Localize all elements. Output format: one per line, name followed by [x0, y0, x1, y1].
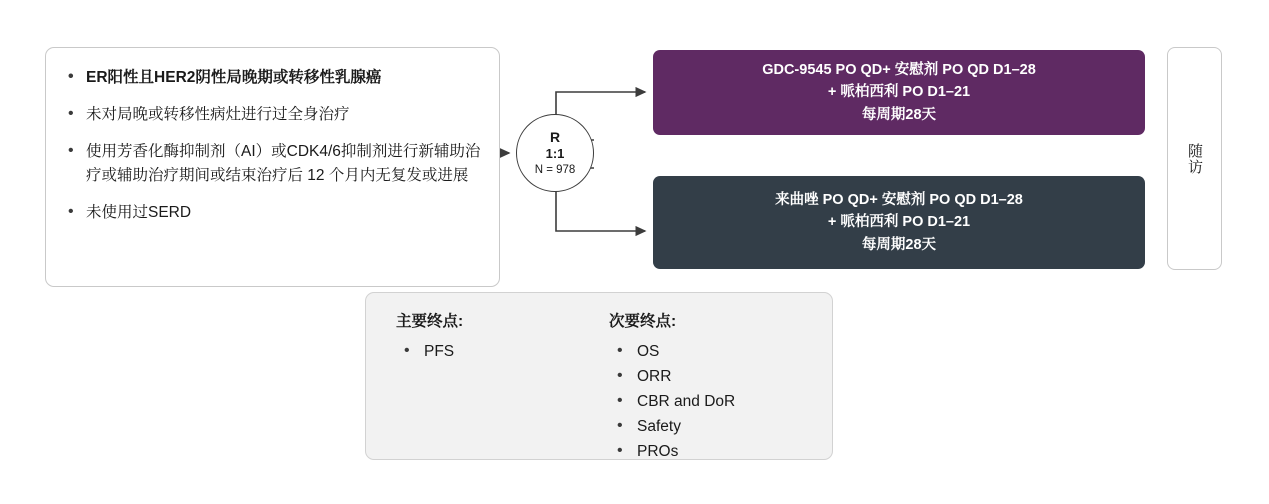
randomization-node	[516, 114, 594, 192]
list-item: • CBR and DoR	[609, 389, 822, 414]
arm-line-2: + 哌柏西利 PO D1–21	[827, 214, 971, 231]
list-item: • ER阳性且HER2阴性局晚期或转移性乳腺癌	[64, 66, 483, 90]
list-item: • Safety	[609, 414, 822, 439]
treatment-arm-experimental	[653, 50, 1145, 135]
list-item: • 使用芳香化酶抑制剂（AI）或CDK4/6抑制剂进行新辅助治疗或辅助治疗期间或结束治疗后 12 个月内无复发或进展	[64, 140, 483, 188]
arm-line-1: GDC-9545 PO QD+ 安慰剂 PO QD D1–28	[762, 61, 1036, 78]
arm-line-3: 每周期28天	[861, 236, 937, 253]
list-item: • PROs	[609, 439, 822, 464]
secondary-endpoints-column	[609, 309, 822, 461]
arm-line-3: 每周期28天	[861, 106, 937, 123]
secondary-endpoints-heading: 次要终点:	[609, 313, 677, 330]
eligibility-criteria-box	[45, 47, 500, 287]
followup-box	[1167, 47, 1222, 270]
endpoints-box	[365, 292, 833, 460]
secondary-endpoints-list	[609, 339, 822, 465]
arm-line-1: 来曲唑 PO QD+ 安慰剂 PO QD D1–28	[775, 191, 1023, 208]
followup-label: 随访	[1186, 142, 1203, 175]
primary-endpoints-column	[396, 309, 609, 449]
list-item: • 未对局晚或转移性病灶进行过全身治疗	[64, 103, 483, 127]
primary-endpoints-list	[396, 339, 609, 364]
list-item: • 未使用过SERD	[64, 201, 483, 225]
treatment-arm-control	[653, 176, 1145, 269]
randomization-ratio: 1:1	[545, 146, 565, 162]
list-item: • PFS	[396, 339, 609, 364]
eligibility-criteria-list	[64, 66, 483, 225]
randomization-label: R	[549, 128, 561, 145]
arm-line-2: + 哌柏西利 PO D1–21	[827, 84, 971, 101]
primary-endpoints-heading: 主要终点:	[396, 313, 464, 330]
list-item: • OS	[609, 339, 822, 364]
randomization-sample-size: N = 978	[534, 163, 576, 176]
list-item: • ORR	[609, 364, 822, 389]
